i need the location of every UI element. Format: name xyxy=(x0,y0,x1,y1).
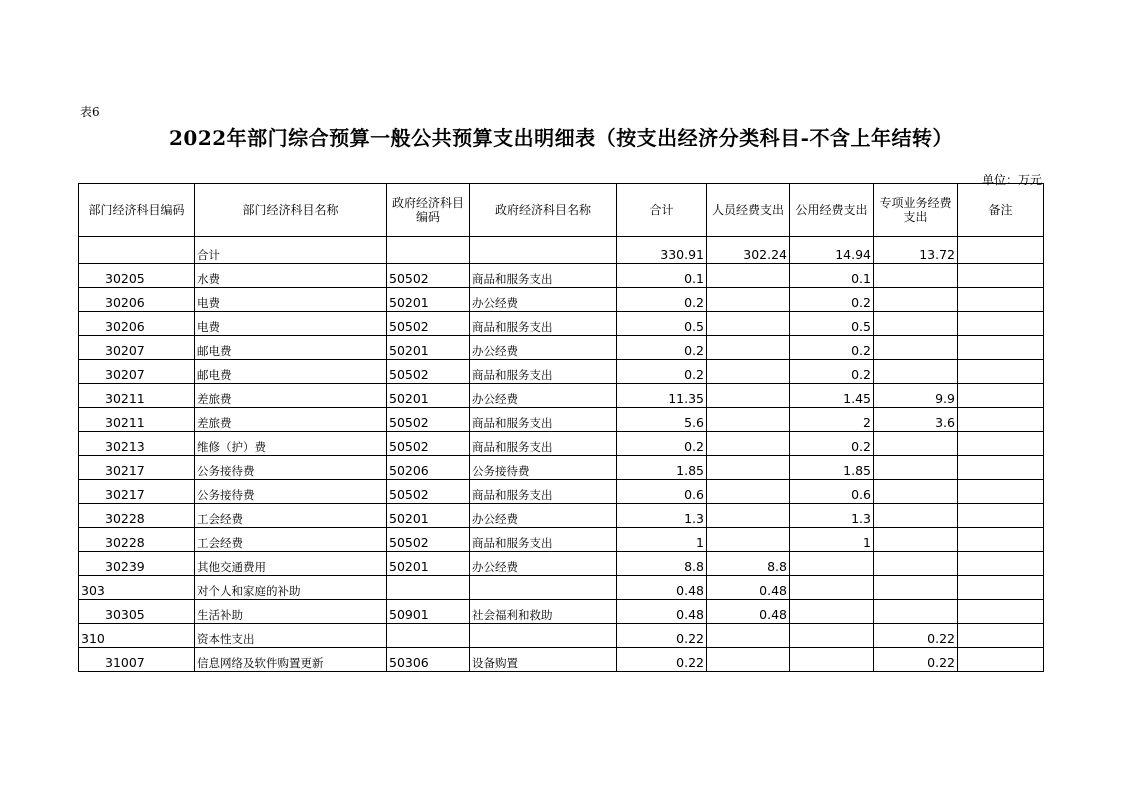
cell-total: 0.2 xyxy=(617,288,707,312)
cell-dept-name: 合计 xyxy=(195,237,387,264)
cell-personnel xyxy=(707,432,790,456)
cell-dept-name: 电费 xyxy=(195,312,387,336)
cell-personnel xyxy=(707,264,790,288)
cell-public xyxy=(790,576,874,600)
cell-dept-name: 对个人和家庭的补助 xyxy=(195,576,387,600)
cell-dept-name: 邮电费 xyxy=(195,336,387,360)
cell-gov-name: 商品和服务支出 xyxy=(470,360,617,384)
page-title: 2022年部门综合预算一般公共预算支出明细表（按支出经济分类科目-不含上年结转） xyxy=(169,126,953,150)
cell-gov-code: 50901 xyxy=(387,600,470,624)
cell-dept-code xyxy=(79,237,195,264)
cell-public: 0.2 xyxy=(790,336,874,360)
cell-total: 0.48 xyxy=(617,600,707,624)
cell-total: 0.6 xyxy=(617,480,707,504)
cell-note xyxy=(958,237,1044,264)
cell-note xyxy=(958,264,1044,288)
cell-total: 8.8 xyxy=(617,552,707,576)
cell-dept-code: 30239 xyxy=(79,552,195,576)
cell-special xyxy=(874,480,958,504)
cell-gov-name: 商品和服务支出 xyxy=(470,264,617,288)
cell-total: 0.22 xyxy=(617,648,707,672)
cell-public: 2 xyxy=(790,408,874,432)
cell-public: 1.45 xyxy=(790,384,874,408)
cell-gov-name: 办公经费 xyxy=(470,504,617,528)
cell-total: 0.2 xyxy=(617,360,707,384)
cell-public: 0.2 xyxy=(790,432,874,456)
cell-note xyxy=(958,480,1044,504)
cell-note xyxy=(958,432,1044,456)
cell-personnel: 0.48 xyxy=(707,576,790,600)
cell-note xyxy=(958,456,1044,480)
cell-dept-name: 其他交通费用 xyxy=(195,552,387,576)
cell-gov-name: 公务接待费 xyxy=(470,456,617,480)
cell-public: 1.3 xyxy=(790,504,874,528)
cell-dept-name: 生活补助 xyxy=(195,600,387,624)
cell-special xyxy=(874,456,958,480)
cell-dept-code: 30206 xyxy=(79,312,195,336)
cell-dept-code: 30217 xyxy=(79,480,195,504)
table-row xyxy=(79,552,1044,576)
unit-label: 单位：万元 xyxy=(981,173,1042,187)
cell-personnel xyxy=(707,648,790,672)
cell-note xyxy=(958,360,1044,384)
cell-note xyxy=(958,624,1044,648)
cell-special: 13.72 xyxy=(874,237,958,264)
cell-public: 0.1 xyxy=(790,264,874,288)
cell-dept-name: 差旅费 xyxy=(195,384,387,408)
cell-dept-name: 差旅费 xyxy=(195,408,387,432)
cell-note xyxy=(958,552,1044,576)
cell-gov-code: 50502 xyxy=(387,312,470,336)
header-dept-name: 部门经济科目名称 xyxy=(195,184,387,237)
cell-personnel xyxy=(707,384,790,408)
cell-note xyxy=(958,600,1044,624)
header-gov-code: 政府经济科目编码 xyxy=(387,184,470,237)
header-total: 合计 xyxy=(617,184,707,237)
cell-public: 14.94 xyxy=(790,237,874,264)
cell-public xyxy=(790,600,874,624)
cell-gov-name xyxy=(470,576,617,600)
cell-dept-name: 信息网络及软件购置更新 xyxy=(195,648,387,672)
cell-note xyxy=(958,312,1044,336)
cell-gov-name: 设备购置 xyxy=(470,648,617,672)
table-row xyxy=(79,264,1044,288)
table-row xyxy=(79,480,1044,504)
cell-dept-code: 30305 xyxy=(79,600,195,624)
cell-dept-name: 水费 xyxy=(195,264,387,288)
cell-total: 5.6 xyxy=(617,408,707,432)
cell-total: 0.1 xyxy=(617,264,707,288)
cell-gov-name xyxy=(470,624,617,648)
header-dept-code: 部门经济科目编码 xyxy=(79,184,195,237)
cell-personnel xyxy=(707,360,790,384)
cell-dept-code: 30205 xyxy=(79,264,195,288)
cell-dept-name: 资本性支出 xyxy=(195,624,387,648)
cell-dept-name: 工会经费 xyxy=(195,504,387,528)
sheet-label: 表6 xyxy=(80,105,100,119)
table-row xyxy=(79,504,1044,528)
table-row xyxy=(79,456,1044,480)
cell-dept-name: 维修（护）费 xyxy=(195,432,387,456)
cell-special: 0.22 xyxy=(874,624,958,648)
cell-dept-code: 30228 xyxy=(79,528,195,552)
cell-gov-name xyxy=(470,237,617,264)
cell-gov-code: 50206 xyxy=(387,456,470,480)
cell-personnel xyxy=(707,480,790,504)
table-row xyxy=(79,624,1044,648)
header-gov-name: 政府经济科目名称 xyxy=(470,184,617,237)
cell-public xyxy=(790,648,874,672)
cell-total: 0.22 xyxy=(617,624,707,648)
cell-gov-code: 50201 xyxy=(387,552,470,576)
cell-total: 1.85 xyxy=(617,456,707,480)
cell-public xyxy=(790,552,874,576)
cell-gov-code xyxy=(387,237,470,264)
cell-note xyxy=(958,576,1044,600)
cell-total: 1 xyxy=(617,528,707,552)
header-note: 备注 xyxy=(958,184,1044,237)
table-row xyxy=(79,288,1044,312)
cell-personnel xyxy=(707,528,790,552)
table-row xyxy=(79,360,1044,384)
cell-dept-name: 电费 xyxy=(195,288,387,312)
cell-personnel xyxy=(707,504,790,528)
cell-total: 11.35 xyxy=(617,384,707,408)
cell-special xyxy=(874,336,958,360)
header-special: 专项业务经费支出 xyxy=(874,184,958,237)
cell-dept-code: 30207 xyxy=(79,336,195,360)
cell-personnel: 0.48 xyxy=(707,600,790,624)
cell-public: 0.6 xyxy=(790,480,874,504)
table-row xyxy=(79,648,1044,672)
cell-gov-code xyxy=(387,576,470,600)
cell-gov-code: 50306 xyxy=(387,648,470,672)
header-personnel: 人员经费支出 xyxy=(707,184,790,237)
cell-dept-name: 工会经费 xyxy=(195,528,387,552)
cell-gov-code: 50502 xyxy=(387,264,470,288)
cell-dept-name: 邮电费 xyxy=(195,360,387,384)
cell-total: 0.2 xyxy=(617,336,707,360)
cell-special xyxy=(874,600,958,624)
cell-gov-name: 社会福利和救助 xyxy=(470,600,617,624)
cell-personnel xyxy=(707,408,790,432)
cell-special xyxy=(874,432,958,456)
total-row xyxy=(79,237,1044,264)
cell-gov-code: 50502 xyxy=(387,360,470,384)
cell-gov-name: 商品和服务支出 xyxy=(470,312,617,336)
cell-personnel xyxy=(707,288,790,312)
cell-dept-code: 30213 xyxy=(79,432,195,456)
cell-gov-name: 商品和服务支出 xyxy=(470,528,617,552)
cell-total: 0.5 xyxy=(617,312,707,336)
cell-personnel xyxy=(707,312,790,336)
cell-gov-code: 50502 xyxy=(387,528,470,552)
cell-note xyxy=(958,528,1044,552)
cell-gov-name: 商品和服务支出 xyxy=(470,432,617,456)
header-public: 公用经费支出 xyxy=(790,184,874,237)
cell-special xyxy=(874,552,958,576)
cell-special xyxy=(874,504,958,528)
cell-total: 0.2 xyxy=(617,432,707,456)
cell-dept-code: 30211 xyxy=(79,408,195,432)
cell-gov-code: 50201 xyxy=(387,504,470,528)
cell-public: 1 xyxy=(790,528,874,552)
cell-dept-name: 公务接待费 xyxy=(195,456,387,480)
cell-special xyxy=(874,528,958,552)
cell-dept-code: 30211 xyxy=(79,384,195,408)
cell-total: 1.3 xyxy=(617,504,707,528)
cell-public xyxy=(790,624,874,648)
table-row xyxy=(79,600,1044,624)
table-header-row xyxy=(79,184,1044,237)
cell-personnel: 302.24 xyxy=(707,237,790,264)
cell-note xyxy=(958,288,1044,312)
cell-special xyxy=(874,264,958,288)
cell-total: 0.48 xyxy=(617,576,707,600)
cell-dept-code: 30228 xyxy=(79,504,195,528)
cell-public: 0.2 xyxy=(790,288,874,312)
cell-note xyxy=(958,648,1044,672)
cell-personnel xyxy=(707,456,790,480)
cell-personnel: 8.8 xyxy=(707,552,790,576)
cell-public: 1.85 xyxy=(790,456,874,480)
cell-special xyxy=(874,576,958,600)
cell-dept-code: 303 xyxy=(79,576,195,600)
cell-gov-code: 50201 xyxy=(387,288,470,312)
cell-special: 9.9 xyxy=(874,384,958,408)
budget-table xyxy=(78,183,1044,672)
cell-gov-code: 50502 xyxy=(387,432,470,456)
cell-special: 0.22 xyxy=(874,648,958,672)
cell-special xyxy=(874,360,958,384)
cell-gov-name: 办公经费 xyxy=(470,288,617,312)
cell-dept-code: 310 xyxy=(79,624,195,648)
cell-note xyxy=(958,336,1044,360)
cell-dept-code: 30217 xyxy=(79,456,195,480)
cell-gov-code: 50502 xyxy=(387,480,470,504)
cell-gov-code: 50502 xyxy=(387,408,470,432)
cell-personnel xyxy=(707,336,790,360)
cell-gov-name: 办公经费 xyxy=(470,552,617,576)
table-row xyxy=(79,576,1044,600)
table-row xyxy=(79,528,1044,552)
cell-note xyxy=(958,504,1044,528)
cell-dept-code: 30206 xyxy=(79,288,195,312)
table-row xyxy=(79,312,1044,336)
cell-dept-code: 31007 xyxy=(79,648,195,672)
table-row xyxy=(79,384,1044,408)
cell-special: 3.6 xyxy=(874,408,958,432)
cell-gov-code xyxy=(387,624,470,648)
cell-dept-name: 公务接待费 xyxy=(195,480,387,504)
cell-gov-name: 商品和服务支出 xyxy=(470,408,617,432)
cell-public: 0.5 xyxy=(790,312,874,336)
cell-gov-code: 50201 xyxy=(387,336,470,360)
table-row xyxy=(79,336,1044,360)
table-row xyxy=(79,408,1044,432)
cell-public: 0.2 xyxy=(790,360,874,384)
table-row xyxy=(79,432,1044,456)
cell-dept-code: 30207 xyxy=(79,360,195,384)
cell-note xyxy=(958,384,1044,408)
cell-gov-name: 办公经费 xyxy=(470,336,617,360)
cell-special xyxy=(874,288,958,312)
cell-total: 330.91 xyxy=(617,237,707,264)
cell-note xyxy=(958,408,1044,432)
cell-gov-name: 办公经费 xyxy=(470,384,617,408)
cell-personnel xyxy=(707,624,790,648)
cell-gov-name: 商品和服务支出 xyxy=(470,480,617,504)
cell-gov-code: 50201 xyxy=(387,384,470,408)
cell-special xyxy=(874,312,958,336)
